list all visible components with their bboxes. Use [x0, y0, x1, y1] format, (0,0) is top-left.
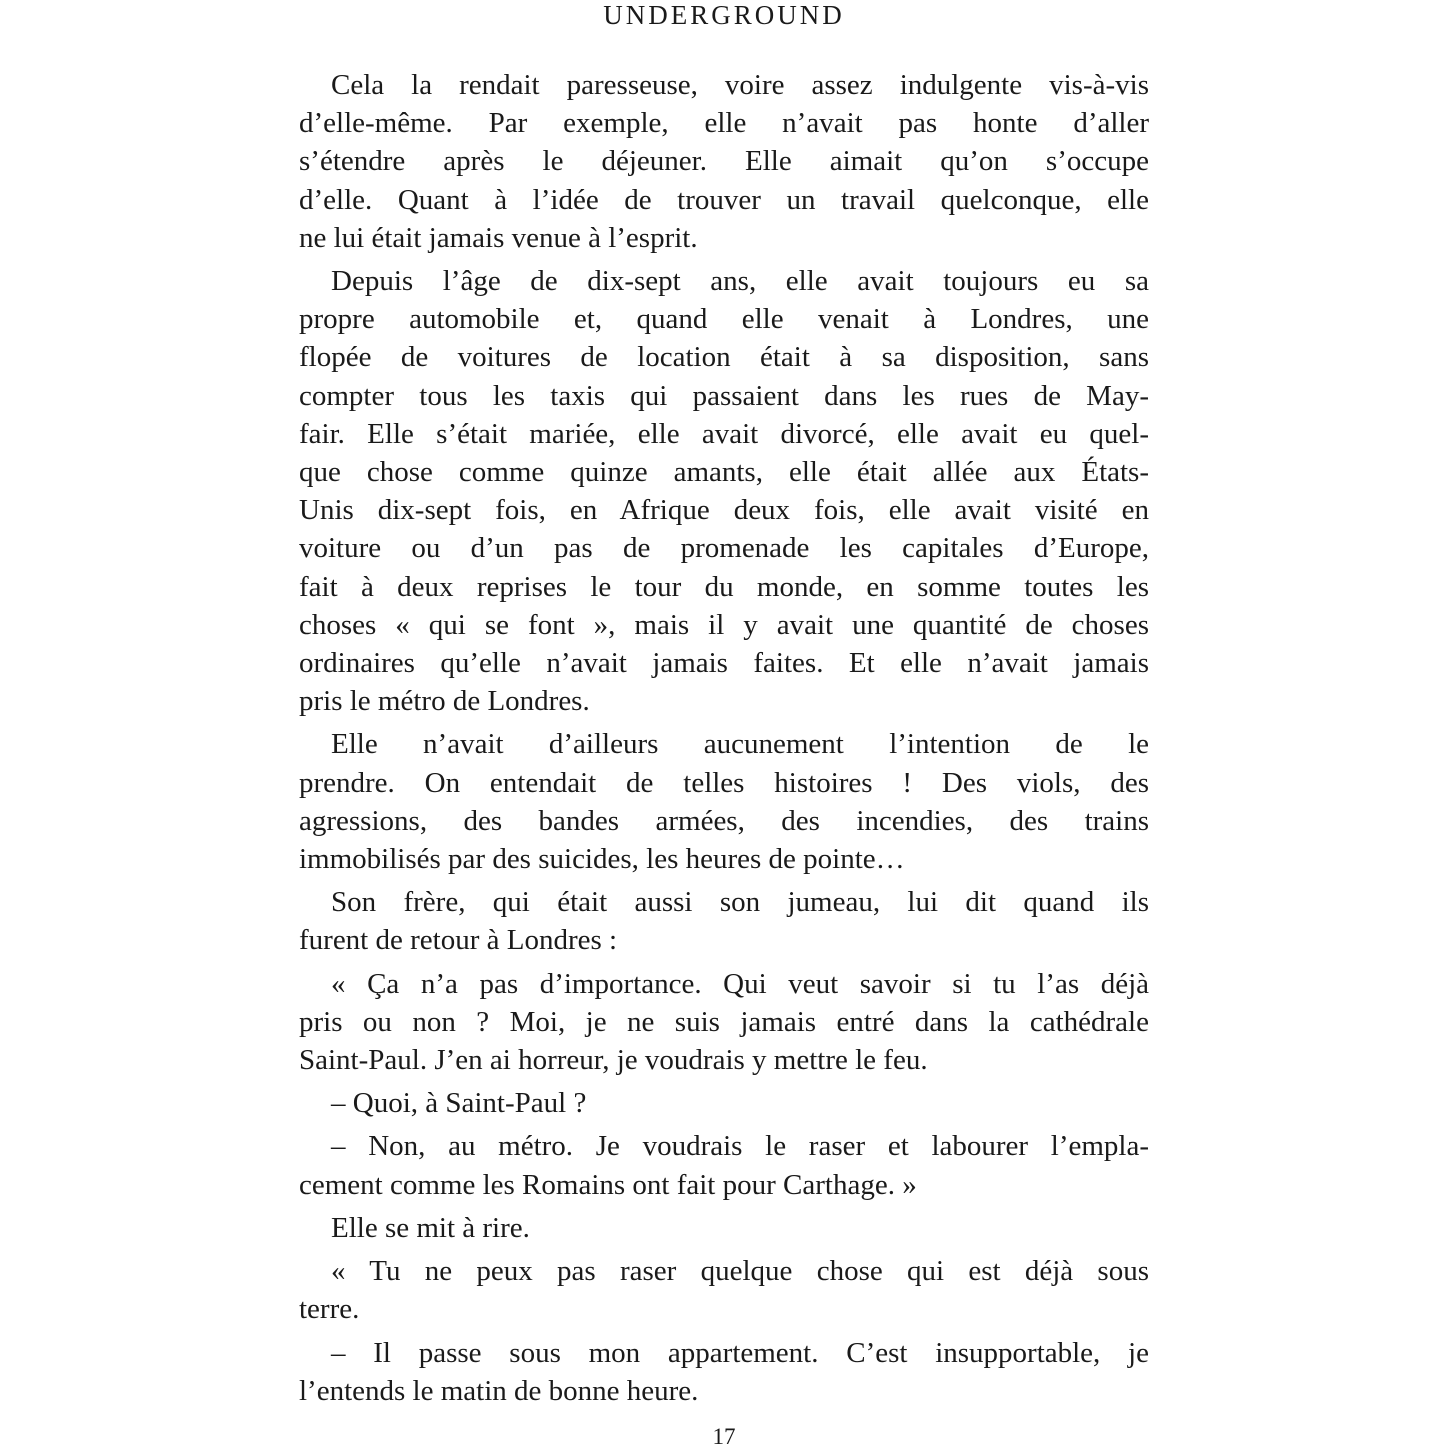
paragraph [299, 965, 1149, 1080]
paragraph [299, 1252, 1149, 1328]
text-line: voiture ou d’un pas de promenade les capitales d’Europe, [299, 532, 1149, 565]
paragraph [299, 1127, 1149, 1203]
text-line: pris ou non ? Moi, je ne suis jamais entré dans la cathédrale [299, 1005, 1149, 1038]
paragraph [299, 883, 1149, 959]
text-line: « Tu ne peux pas raser quelque chose qui est déjà sous [331, 1255, 1149, 1288]
text-line: terre. [299, 1293, 360, 1326]
text-line: agressions, des bandes armées, des incendies, des trains [299, 804, 1149, 837]
text-line: immobilisés par des suicides, les heures de pointe… [299, 843, 905, 876]
text-line: cement comme les Romains ont fait pour Carthage. » [299, 1168, 917, 1201]
paragraph [299, 1084, 1149, 1122]
paragraph [299, 725, 1149, 878]
text-line: d’elle-même. Par exemple, elle n’avait pas honte d’aller [299, 107, 1149, 140]
text-line: Unis dix-sept fois, en Afrique deux fois, elle avait visité en [299, 494, 1149, 527]
text-line: propre automobile et, quand elle venait à Londres, une [299, 303, 1149, 336]
book-page [299, 0, 1149, 1448]
text-line: Saint-Paul. J’en ai horreur, je voudrais y mettre le feu. [299, 1044, 928, 1077]
text-line: Depuis l’âge de dix-sept ans, elle avait toujours eu sa [331, 265, 1149, 298]
running-head: UNDERGROUND [603, 0, 845, 30]
paragraph [299, 66, 1149, 257]
text-line: « Ça n’a pas d’importance. Qui veut savoir si tu l’as déjà [331, 967, 1149, 1000]
text-line: – Non, au métro. Je voudrais le raser et labourer l’empla- [331, 1130, 1149, 1163]
text-line: – Quoi, à Saint-Paul ? [331, 1087, 587, 1120]
text-line: ordinaires qu’elle n’avait jamais faites. Et elle n’avait jamais [299, 647, 1149, 680]
page-number: 17 [712, 1424, 736, 1449]
text-line: fait à deux reprises le tour du monde, en somme toutes les [299, 570, 1149, 603]
text-line: que chose comme quinze amants, elle était allée aux États- [299, 456, 1149, 489]
text-line: fair. Elle s’était mariée, elle avait divorcé, elle avait eu quel- [299, 417, 1149, 450]
text-line: compter tous les taxis qui passaient dans les rues de May- [299, 379, 1149, 412]
paragraph [299, 1209, 1149, 1247]
body-text [299, 66, 1149, 1415]
text-line: – Il passe sous mon appartement. C’est insupportable, je [331, 1336, 1149, 1369]
text-line: pris le métro de Londres. [299, 685, 590, 718]
text-line: ne lui était jamais venue à l’esprit. [299, 221, 698, 254]
text-line: d’elle. Quant à l’idée de trouver un travail quelconque, elle [299, 183, 1149, 216]
text-line: Son frère, qui était aussi son jumeau, lui dit quand ils [331, 886, 1149, 919]
text-line: flopée de voitures de location était à sa disposition, sans [299, 341, 1149, 374]
text-line: prendre. On entendait de telles histoires ! Des viols, des [299, 766, 1149, 799]
text-line: Elle se mit à rire. [331, 1211, 530, 1244]
paragraph [299, 1334, 1149, 1410]
text-line: choses « qui se font », mais il y avait une quantité de choses [299, 608, 1149, 641]
text-line: l’entends le matin de bonne heure. [299, 1374, 699, 1407]
text-line: Cela la rendait paresseuse, voire assez indulgente vis-à-vis [331, 69, 1149, 101]
text-line: Elle n’avait d’ailleurs aucunement l’intention de le [331, 728, 1149, 761]
text-line: s’étendre après le déjeuner. Elle aimait qu’on s’occupe [299, 145, 1149, 178]
paragraph [299, 262, 1149, 720]
text-line: furent de retour à Londres : [299, 924, 618, 957]
